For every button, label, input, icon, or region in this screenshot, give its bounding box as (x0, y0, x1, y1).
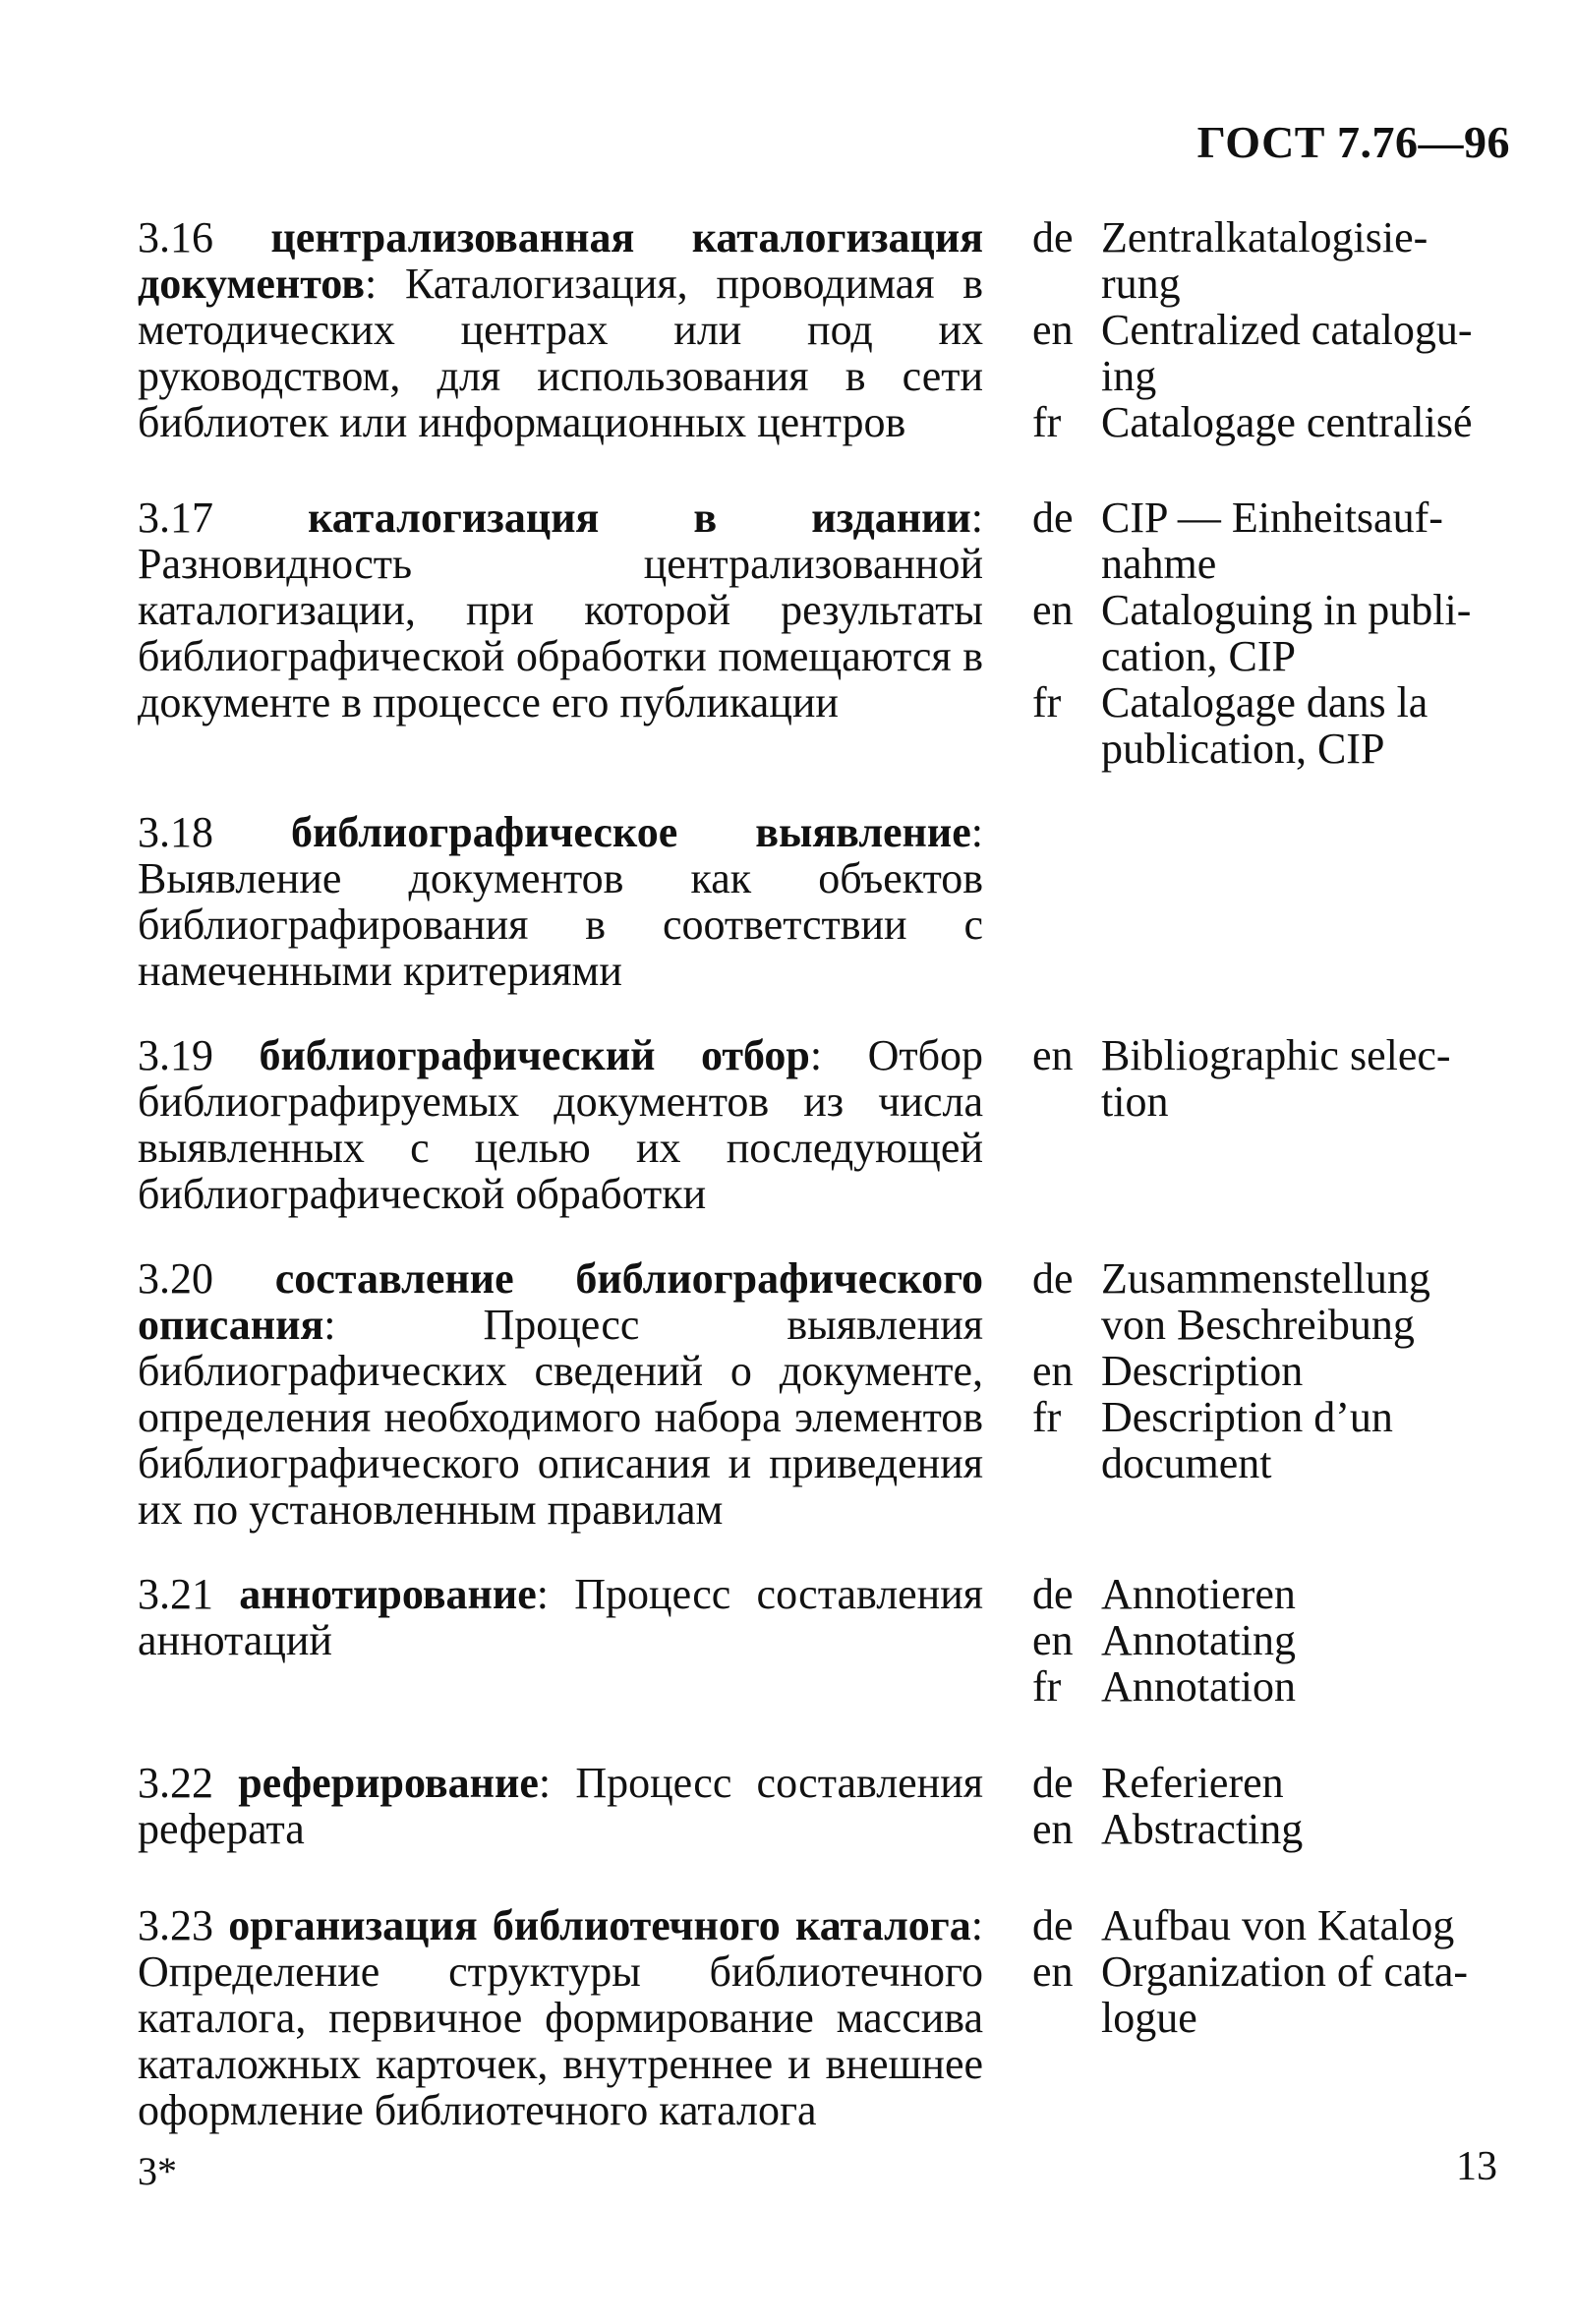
equivalent-term: Referieren (1101, 1759, 1284, 1807)
term-name: централизованная каталогизация документов (138, 213, 984, 308)
equivalent-term: Description d’un document (1101, 1393, 1393, 1487)
equivalent-row (1032, 1806, 1524, 1852)
term-definition-block: 3.19 библиографический отбор: Отбор библиографируемых документов из числа выявленных с целью их последующей библиографической обработки (138, 1031, 984, 1218)
language-code: de (1032, 1759, 1074, 1807)
equivalent-row (1032, 1902, 1524, 1948)
term-definition: Процесс выявления библиографических сведений о документе, определения необходимого набора элементов библиографического описания и приведения их по установленным правилам (138, 1301, 983, 1534)
equivalent-row (1032, 1348, 1524, 1394)
equivalent-term: Aufbau von Katalog (1101, 1901, 1455, 1949)
language-code: en (1032, 1947, 1074, 1996)
term-definition-block: 3.18 библиографическое выявление: Выявление документов как объектов библиографирования в соответствии с намеченными критериями (138, 808, 983, 995)
term-definition: Определение структуры библиотечного каталога, первичное формирование массива каталожных карточек, внутреннее и внешнее оформление библиотечного каталога (138, 1947, 983, 2134)
term-definition: Каталогизация, проводимая в методических центрах или под их руководством, для использования в сети библиотек или информационных центров (138, 260, 983, 446)
equivalent-row (1032, 1571, 1524, 1617)
foreign-equivalents (1032, 1760, 1524, 1852)
term-definition-block: 3.22 реферирование: Процесс составления реферата (138, 1759, 984, 1853)
language-code: en (1032, 306, 1074, 354)
term-definition: Процесс составления реферата (138, 1759, 984, 1853)
equivalent-row (1032, 1760, 1524, 1806)
term-number: 3.19 (138, 1031, 213, 1079)
equivalent-term: Organization of cata- logue (1101, 1947, 1469, 2042)
language-code: en (1032, 1805, 1074, 1853)
term-number: 3.18 (138, 808, 213, 856)
equivalent-row (1032, 1663, 1524, 1710)
term-definition: Разновидность централизованной каталогизации, при которой результаты библиографической обработки помещаются в документе в процессе его публикации (138, 540, 983, 726)
foreign-equivalents (1032, 1571, 1524, 1710)
equivalent-term: Cataloguing in publi- cation, CIP (1101, 586, 1472, 680)
standard-header: ГОСТ 7.76—96 (1196, 117, 1510, 167)
language-code: de (1032, 1901, 1074, 1949)
term-definition-block: 3.16 централизованная каталогизация документов: Каталогизация, проводимая в методических центрах или под их руководством, для использования в сети библиотек или информационных центров (138, 213, 984, 446)
term-name: библиографическое выявление (290, 808, 971, 856)
term-definition-block: 3.20 составление библиографического описания: Процесс выявления библиографических сведений о документе, определения необходимого набора элементов библиографического описания и приведения их по установленным правилам (138, 1254, 983, 1534)
term-number: 3.16 (138, 213, 213, 261)
foreign-equivalents (1032, 1032, 1524, 1125)
language-code: en (1032, 1031, 1074, 1079)
term-definition: Отбор библиографируемых документов из числа выявленных с целью их последующей библиографической обработки (138, 1031, 984, 1218)
language-code: fr (1032, 1662, 1062, 1711)
term-number: 3.23 (138, 1901, 213, 1949)
equivalent-row (1032, 494, 1524, 587)
equivalent-row (1032, 1617, 1524, 1663)
language-code: en (1032, 1616, 1074, 1664)
equivalent-term: Abstracting (1101, 1805, 1304, 1853)
language-code: de (1032, 213, 1074, 261)
term-number: 3.20 (138, 1254, 213, 1303)
equivalent-term: Centralized catalogu- ing (1101, 306, 1473, 400)
equivalent-term: Annotation (1101, 1662, 1296, 1711)
language-code: en (1032, 1347, 1074, 1395)
equivalent-row (1032, 1255, 1524, 1348)
term-name: каталогизация в издании (308, 494, 971, 542)
foreign-equivalents (1032, 1255, 1524, 1486)
term-number: 3.22 (138, 1759, 213, 1807)
page-number: 13 (1456, 2144, 1497, 2189)
language-code: fr (1032, 398, 1062, 446)
term-name: составление библиографического описания (138, 1254, 983, 1349)
term-number: 3.21 (138, 1570, 213, 1618)
term-name: организация библиотечного каталога (228, 1901, 971, 1949)
equivalent-term: Description (1101, 1347, 1304, 1395)
equivalent-row (1032, 307, 1524, 399)
language-code: fr (1032, 1393, 1062, 1441)
foreign-equivalents (1032, 494, 1524, 772)
equivalent-row (1032, 1948, 1524, 2041)
signature-mark: 3* (138, 2149, 177, 2193)
equivalent-row (1032, 679, 1524, 772)
equivalent-term: Annotating (1101, 1616, 1296, 1664)
term-definition: Выявление документов как объектов библиографирования в соответствии с намеченными критериями (138, 854, 983, 995)
term-definition-block: 3.17 каталогизация в издании: Разновидность централизованной каталогизации, при которой результаты библиографической обработки помещаются в документе в процессе его публикации (138, 494, 984, 726)
language-code: de (1032, 1570, 1074, 1618)
equivalent-row (1032, 1032, 1524, 1125)
foreign-equivalents (1032, 1902, 1524, 2041)
term-name: аннотирование (239, 1570, 537, 1618)
term-name: библиографический отбор (259, 1031, 810, 1079)
term-name: реферирование (238, 1759, 539, 1807)
term-definition-block: 3.23 организация библиотечного каталога: Определение структуры библиотечного каталога, первичное формирование массива каталожных карточек, внутреннее и внешнее оформление библиотечного каталога (138, 1901, 984, 2134)
equivalent-term: Bibliographic selec- tion (1101, 1031, 1451, 1126)
equivalent-term: Zusammenstellung von Beschreibung (1101, 1254, 1430, 1349)
language-code: de (1032, 494, 1074, 542)
language-code: de (1032, 1254, 1074, 1303)
equivalent-row (1032, 1394, 1524, 1486)
foreign-equivalents (1032, 214, 1524, 445)
term-definition-block: 3.21 аннотирование: Процесс составления аннотаций (138, 1570, 984, 1664)
equivalent-term: Zentralkatalogisie- rung (1101, 213, 1428, 308)
equivalent-row (1032, 399, 1524, 445)
language-code: en (1032, 586, 1074, 634)
equivalent-term: Catalogage dans la publication, CIP (1101, 678, 1428, 773)
equivalent-term: Catalogage centralisé (1101, 398, 1473, 446)
equivalent-term: CIP — Einheitsauf- nahme (1101, 494, 1443, 588)
term-number: 3.17 (138, 494, 213, 542)
equivalent-row (1032, 214, 1524, 307)
equivalent-term: Annotieren (1101, 1570, 1296, 1618)
language-code: fr (1032, 678, 1062, 726)
equivalent-row (1032, 587, 1524, 679)
term-definition: Процесс составления аннотаций (138, 1570, 984, 1664)
